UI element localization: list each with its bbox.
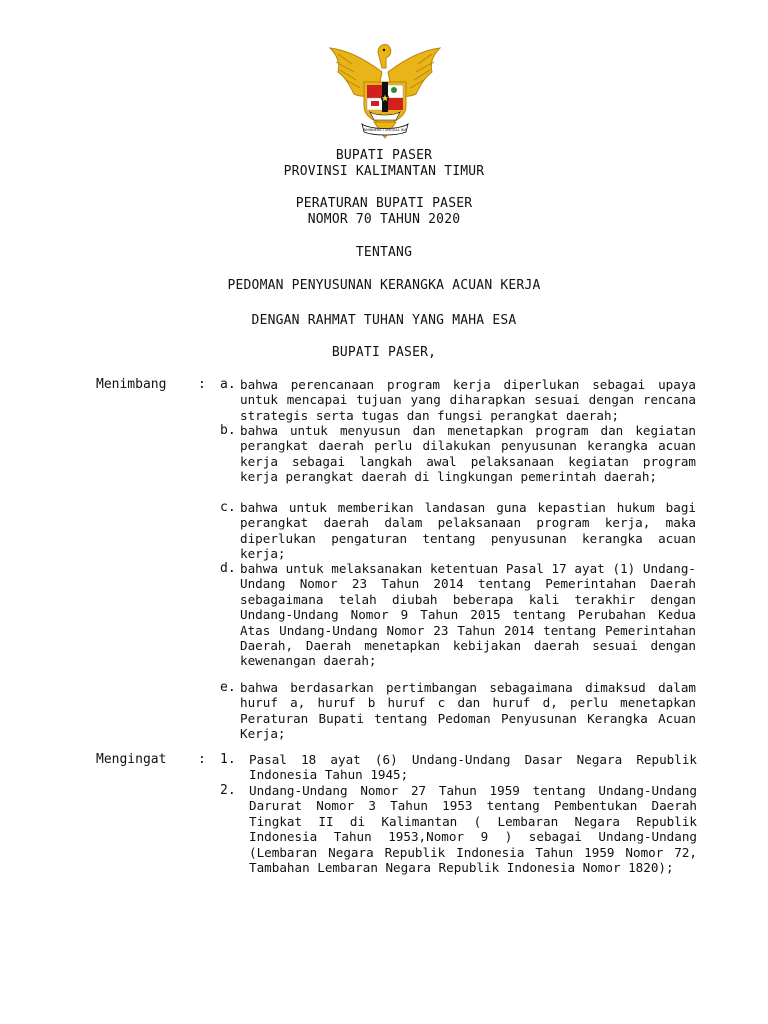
header-tentang: TENTANG [355, 245, 413, 260]
garuda-pancasila-emblem-icon [326, 42, 444, 142]
menimbang-item-letter: a. [220, 377, 236, 392]
svg-text:BHINNEKA TUNGGAL IKA: BHINNEKA TUNGGAL IKA [363, 128, 407, 132]
menimbang-item-letter: b. [220, 423, 236, 438]
menimbang-item-text: bahwa untuk memberikan landasan guna kepastian hukum bagi perangkat daerah dalam pelaksanaan program kerja, maka diperlukan pengaturan tentang penyusunan kerangka acuan kerja; [240, 500, 696, 562]
mengingat-label: Mengingat [96, 752, 167, 767]
menimbang-item-text: bahwa berdasarkan pertimbangan sebagaimana dimaksud dalam huruf a, huruf b huruf c dan huruf d, perlu menetapkan Peraturan Bupati tentang Pedoman Penyusunan Kerangka Acuan Kerja; [240, 680, 696, 742]
mengingat-colon: : [198, 752, 206, 767]
mengingat-item-text: Pasal 18 ayat (6) Undang-Undang Dasar Negara Republik Indonesia Tahun 1945; [249, 752, 697, 783]
mengingat-item-number: 1. [220, 752, 236, 767]
menimbang-item-letter: c. [220, 500, 236, 515]
mengingat-item-number: 2. [220, 783, 236, 798]
header-rahmat: DENGAN RAHMAT TUHAN YANG MAHA ESA [251, 313, 517, 328]
header-bupati-paser: BUPATI PASER [335, 148, 433, 163]
menimbang-item-text: bahwa perencanaan program kerja diperlukan sebagai upaya untuk mencapai tujuan yang diharapkan sesuai dengan rencana strategis serta tugas dan fungsi perangkat daerah; [240, 377, 696, 423]
menimbang-item-letter: e. [220, 680, 236, 695]
menimbang-colon: : [198, 377, 206, 392]
menimbang-item-text: bahwa untuk melaksanakan ketentuan Pasal 17 ayat (1) Undang-Undang Nomor 23 Tahun 2014 tentang Pemerintahan Daerah sebagaimana telah diubah beberapa kali terakhir dengan Undang-Undang Nomor 9 Tahun 2015 tentang Perubahan Kedua Atas Undang-Undang Nomor 23 Tahun 2014 tentang Pemerintahan Daerah, Daerah menetapkan kebijakan daerah sesuai dengan kewenangan daerah; [240, 561, 696, 669]
menimbang-label: Menimbang [96, 377, 167, 392]
header-provinsi: PROVINSI KALIMANTAN TIMUR [283, 164, 485, 179]
menimbang-item-text: bahwa untuk menyusun dan menetapkan program dan kegiatan perangkat daerah perlu dilakukan penyusunan kerangka acuan kerja sebagai langkah awal pelaksanaan kegiatan program kerja perangkat daerah di lingkungan pemerintah daerah; [240, 423, 696, 485]
header-peraturan: PERATURAN BUPATI PASER [295, 196, 473, 211]
header-nomor: NOMOR 70 TAHUN 2020 [307, 212, 461, 227]
menimbang-item-letter: d. [220, 561, 236, 576]
header-subject: PEDOMAN PENYUSUNAN KERANGKA ACUAN KERJA [227, 278, 541, 293]
header-bupati-opening: BUPATI PASER, [331, 345, 437, 360]
mengingat-item-text: Undang-Undang Nomor 27 Tahun 1959 tentang Undang-Undang Darurat Nomor 3 Tahun 1953 tentang Pembentukan Daerah Tingkat II di Kalimantan ( Lembaran Negara Republik Indonesia Tahun 1953,Nomor 9 ) sebagai Undang-Undang (Lembaran Negara Republik Indonesia Tahun 1959 Nomor 72, Tambahan Lembaran Negara Republik Indonesia Nomor 1820); [249, 783, 697, 876]
